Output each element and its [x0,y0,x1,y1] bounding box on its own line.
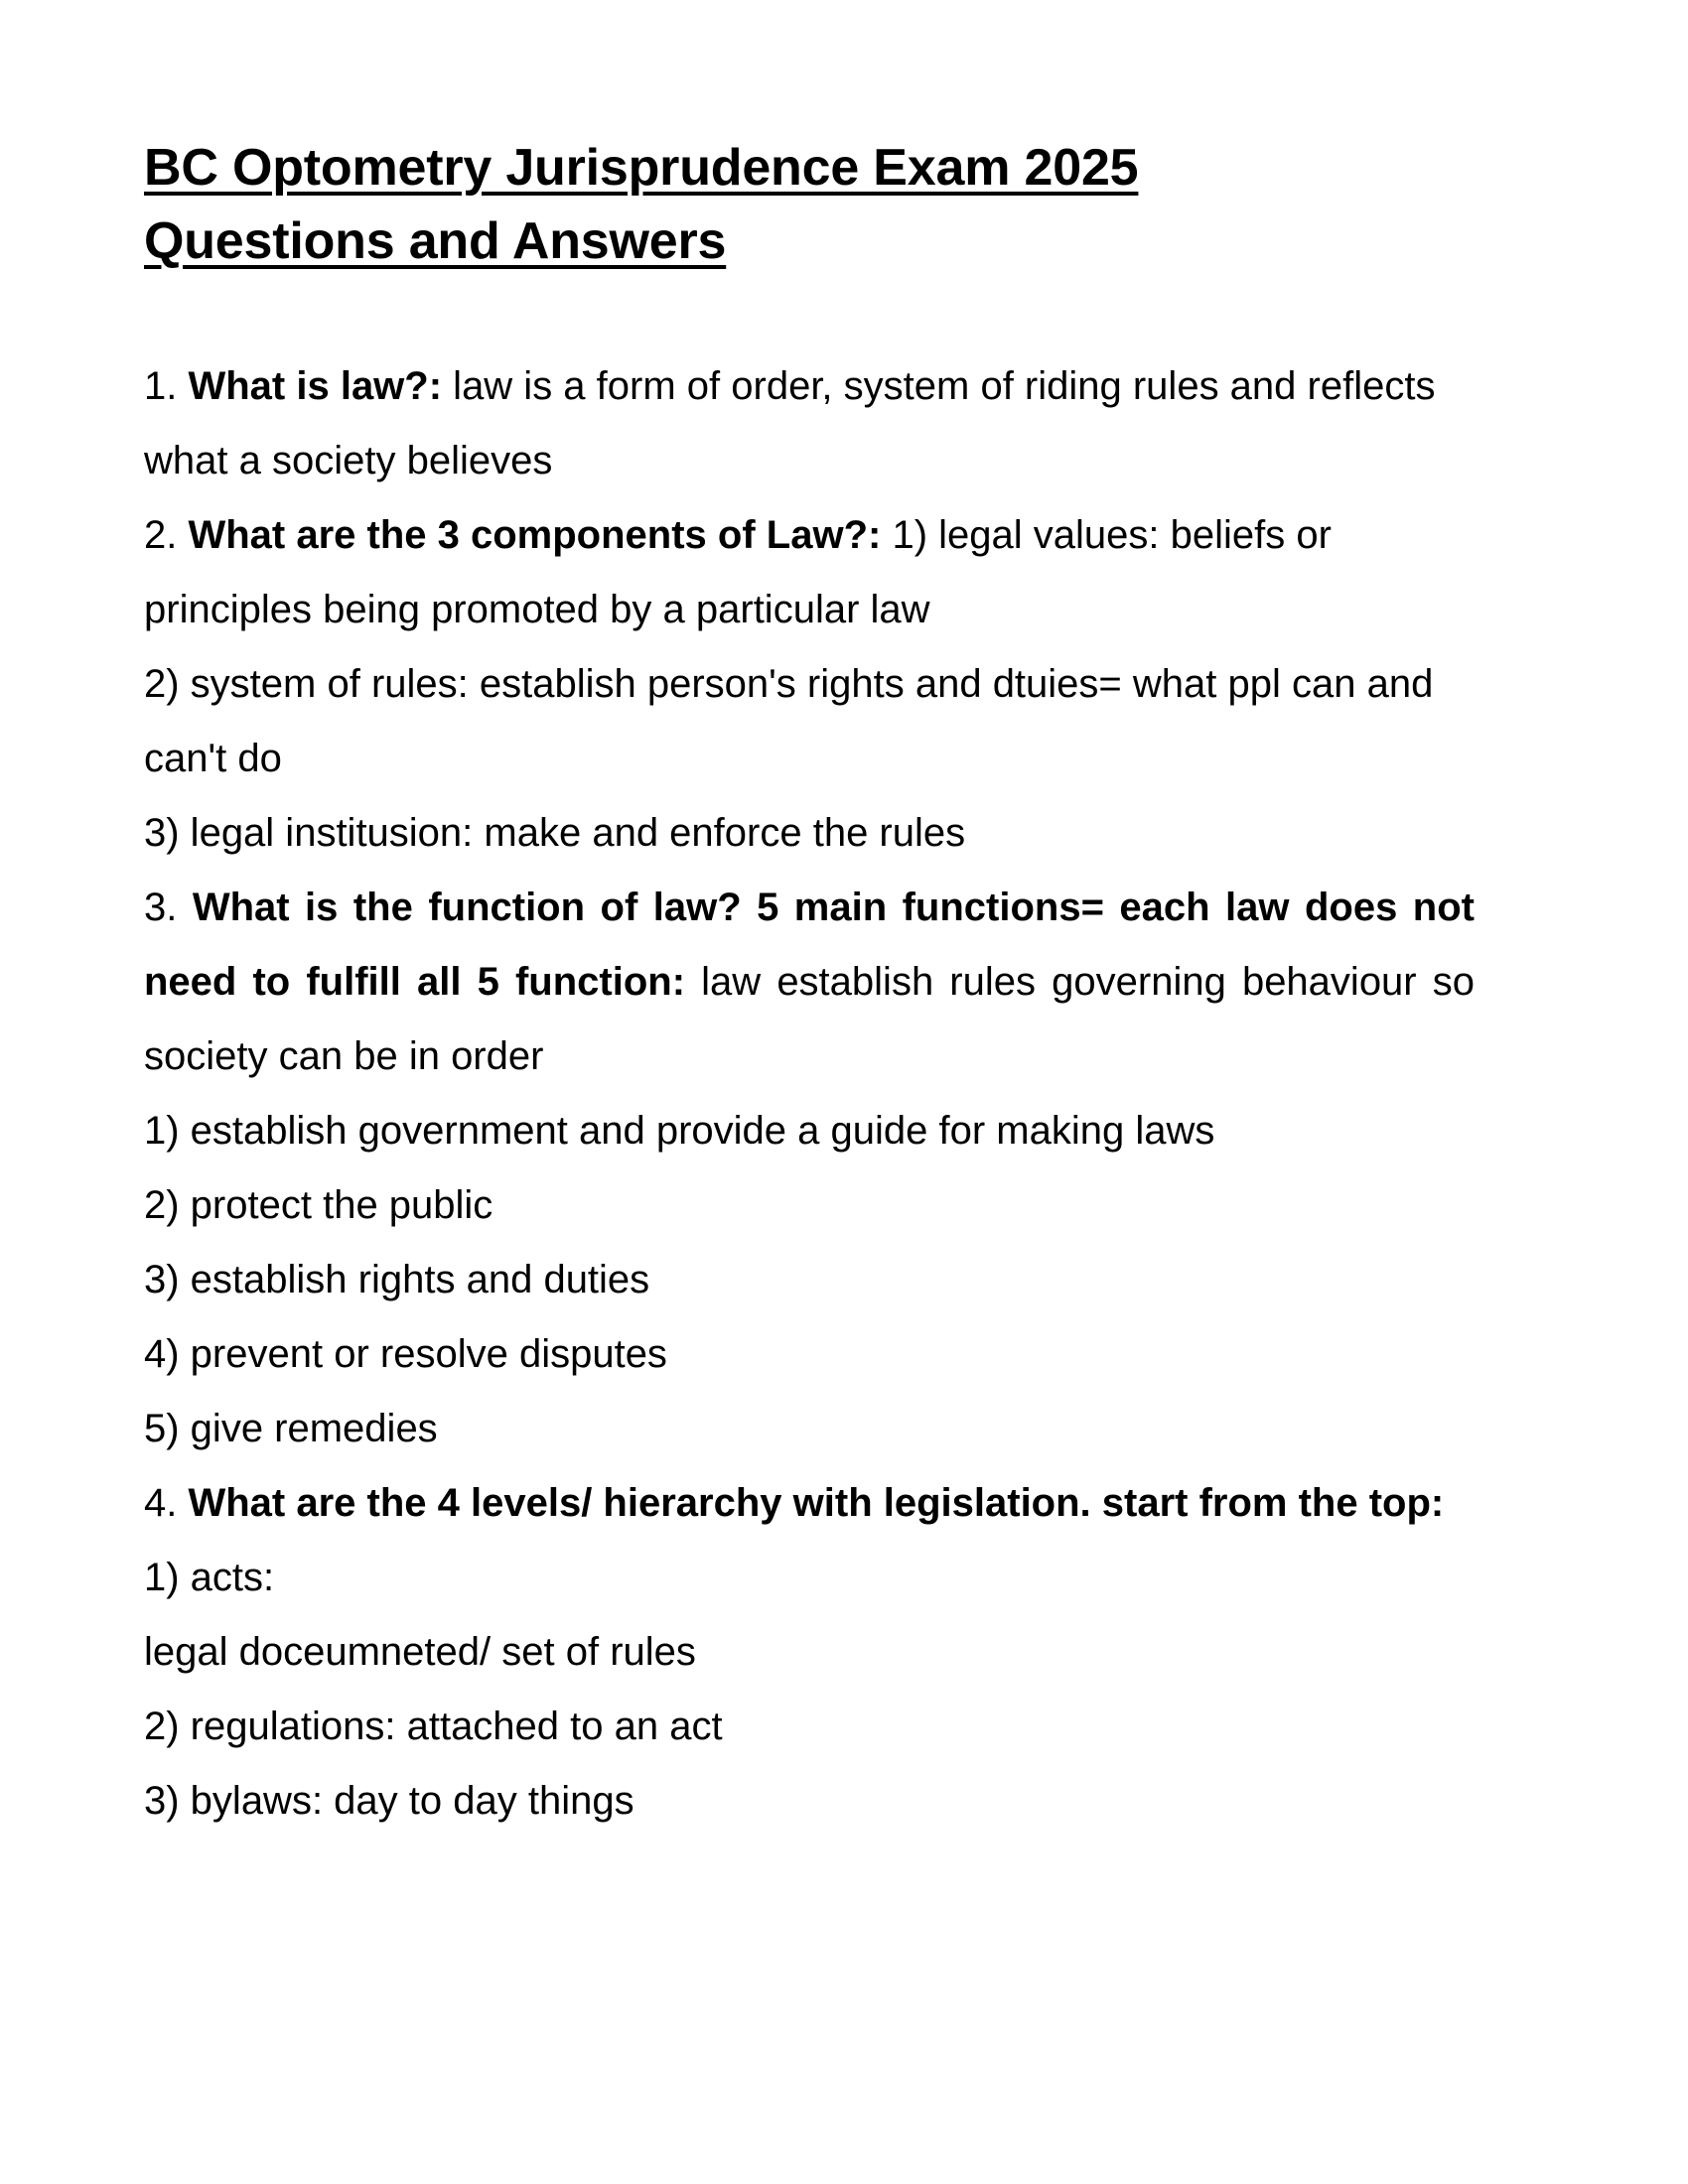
page-title-line-1-text: BC Optometry Jurisprudence Exam 2025 [144,139,1139,197]
document-body [144,131,1475,1839]
qa-block-q2 [144,498,1475,647]
page-title-line-1 [144,131,1475,205]
qa-block-q3-item4 [144,1317,1475,1392]
qa-answer: law is a form of order, system of riding rules and reflects what a society believes [144,364,1436,482]
qa-question: What are the 4 levels/ hierarchy with legislation. start from the top: [188,1481,1445,1525]
qa-block-q2-line3 [144,796,1475,871]
page-title [144,131,1475,278]
qa-block-q3-item3 [144,1243,1475,1317]
qa-answer: 2) protect the public [144,1183,493,1227]
qa-number: 4. [144,1481,189,1525]
qa-question: What is the function of law? 5 main functions= each law does not need to fulfill all 5 function: [144,886,1475,1004]
qa-answer: law establish rules governing behaviour so society can be in order [144,960,1475,1078]
qa-question: What are the 3 components of Law?: [188,513,882,557]
qa-block-q3-item2 [144,1168,1475,1243]
qa-answer: 1) establish government and provide a guide for making laws [144,1109,1215,1153]
qa-answer: 1) legal values: beliefs or principles being promoted by a particular law [144,513,1332,631]
qa-block-q4-line4 [144,1764,1475,1839]
qa-answer: 3) establish rights and duties [144,1258,650,1301]
qa-block-q2-line2 [144,647,1475,796]
qa-block-q3-item1 [144,1094,1475,1168]
qa-answer: 1) acts: [144,1556,275,1599]
qa-answer: 2) regulations: attached to an act [144,1705,723,1748]
page-title-line-2 [144,205,1475,278]
qa-answer: 4) prevent or resolve disputes [144,1332,667,1376]
qa-block-q4 [144,1466,1475,1615]
qa-number: 1. [144,364,189,408]
qa-answer: 5) give remedies [144,1407,438,1450]
qa-answer: 3) bylaws: day to day things [144,1779,634,1823]
qa-block-q4-line2 [144,1615,1475,1690]
qa-list [144,349,1475,1839]
title-body-spacer [144,278,1475,349]
qa-block-q3-item5 [144,1392,1475,1466]
qa-answer: legal doceumneted/ set of rules [144,1630,696,1674]
qa-question: What is law?: [188,364,443,408]
qa-block-q1 [144,349,1475,498]
qa-number: 3. [144,886,193,929]
qa-answer: 2) system of rules: establish person's rights and dtuies= what ppl can and can't do [144,662,1434,780]
qa-block-q3 [144,871,1475,1094]
page-title-line-2-text: Questions and Answers [144,212,727,270]
qa-number: 2. [144,513,189,557]
qa-block-q4-line3 [144,1690,1475,1764]
qa-answer: 3) legal institusion: make and enforce the rules [144,811,966,855]
